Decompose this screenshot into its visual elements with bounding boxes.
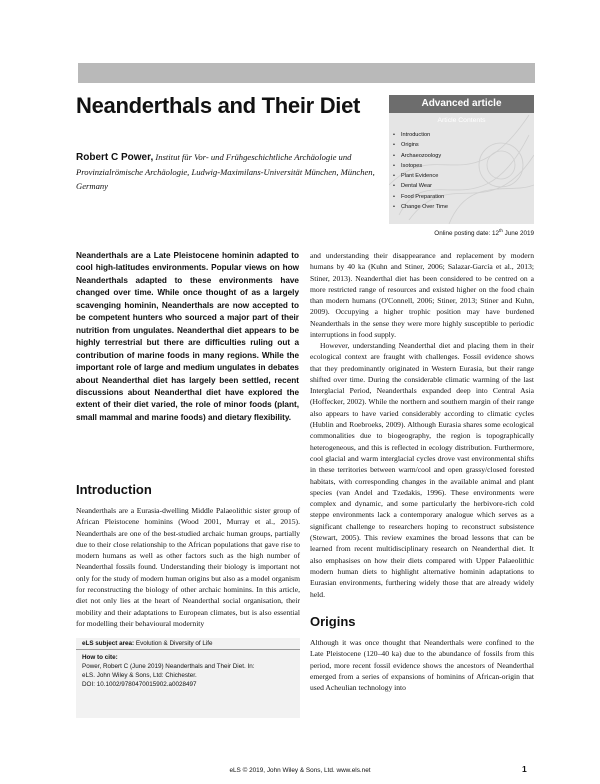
contents-item-origins[interactable]: • Origins (393, 142, 419, 149)
citation-divider (76, 649, 300, 650)
citation-line-1: Power, Robert C (June 2019) Neanderthals and Their Diet. In: (82, 663, 255, 671)
contents-item-food-preparation[interactable]: • Food Preparation (393, 193, 445, 200)
section-heading-introduction: Introduction (76, 482, 152, 497)
origins-paragraph-1: Although it was once thought that Neanderthals were confined to the Late Pleistocene (120–40 ka) due to the abundance of fossils from this period, more recent fossil evidence shows the ancestors of Neanderthal emerged from a series of expansions of hominins of African-origin that used Acheulian technology into (310, 638, 534, 693)
contents-item-introduction[interactable]: • Introduction (393, 132, 431, 138)
citation-box (76, 638, 300, 718)
intro-paragraph-1-continued: and understanding their disappearance and replacement by modern humans by 40 ka (Kuhn and Stiner, 2006; Salazar-García et al., 2013; Stiner, 2013). Neanderthal diet has been considered to be centred on a more restricted range of resources and existed higher on the food chain than modern humans (O'Connell, 2006; Stiner, 2013; Stiner and Kuhn, 2009). Occupying a higher trophic position may have burdened Neanderthals in the sense they were more highly susceptible to periodic interruptions in food supply. (310, 251, 534, 340)
article-title: Neanderthals and Their Diet (76, 93, 361, 118)
author-line (76, 150, 376, 193)
intro-paragraph-2: However, understanding Neanderthal diet and placing them in their ecological context are fraught with challenges. Fossil evidence shows that they predominantly originated in Western Eurasia, but their range shifted over time. During the considerable climatic warming of the last Interglacial Period, Neanderthals expanded deep into Central Asia (Hoffecker, 2002). While the northern and southern margin of their range also appears to have varied considerably according to climatic cycles (Hublin and Roebroeks, 2009). Although Eurasia shares some ecological commonalities due to biogeography, the region is topographically heterogeneous, and this is reflected in ecology distribution. Furthermore, cool glacial and warm interglacial cycles drove vast environmental shifts in these territories between warm/cool and open grassy/closed forested habitats, with corresponding changes in the available animal and plant species (van Andel and Tzedakis, 1996). These environments were complex and dynamic, and some particularly the herbivore-rich cold steppe environments lack a contemporary analogue which serves as a significant challenge to researchers hoping to reconstruct subsistence (Stewart, 2005). This review examines the broad lessons that can be learned from recent multidisciplinary research on Neanderthal diet. It also emphasises on how their diets compared with Upper Palaeolithic modern human diets to highlight alternative hominin adaptations to Eurasian environments, furthering widely those that are already widely held. (310, 341, 534, 599)
section-heading-origins: Origins (310, 614, 356, 629)
contents-item-change-over-time[interactable]: • Change Over Time (393, 204, 448, 211)
advanced-article-label: Advanced article (389, 95, 534, 113)
contents-item-isotopes[interactable]: • Isotopes (393, 162, 423, 169)
how-to-cite-label: How to cite: (82, 654, 118, 661)
author-name: Robert C Power, (76, 152, 154, 163)
subject-area-label: eLS subject area: (82, 640, 135, 647)
citation-doi[interactable]: DOI: 10.1002/9780470015902.a0028497 (82, 681, 197, 689)
citation-line-2: eLS. John Wiley & Sons, Ltd: Chichester. (82, 672, 197, 680)
author-affiliation: Institut für Vor- und Frühgeschichtliche Archäologie und Provinzialrömische Archäologie, Ludwig-Maximilans-Universität München, München, Germany (76, 152, 375, 191)
online-posting-date: Online posting date: 12th June 2019 (434, 228, 534, 238)
intro-paragraph-1: Neanderthals are a Eurasia-dwelling Middle Palaeolithic sister group of African Pleistocene hominins (Wood 2001, Murray et al., 2015). Neanderthals are one of the best-studied archaic human groups, partially due to their close relationship to the African populations that gave rise to modern humans as well as other factors such as the high number of Neanderthal fossils found. Understanding their biology is important not only for the study of modern human origins but also as a model organism for reconstructing the biology of other archaic hominins. In this article, diet not only lies at the heart of Neanderthal social organisation, their mobility and their adaptations to European climates, but is also essential for modelling their behavioural modernity (76, 506, 300, 628)
abstract: Neanderthals are a Late Pleistocene hominin adapted to cool high-latitudes environments. Popular views on how Neanderthals adapted to these environments have changed over time. While once thought of as a largely scavenging hominin, Neanderthals are now accepted to be competent hunters who sourced a major part of their nutrition from ungulates. Neanderthal diet appears to be highly terrestrial but there are difficulties ruling out a contribution of marine foods in many regions. While the important role of large and medium ungulates in debates about Neanderthal diet has largely been settled, recent discussions about Neanderthal diet have explored the extent of their diet varied, the role of minor foods (plant, small mammal and marine foods) and dietary flexibility. (76, 251, 299, 422)
subject-area-value: Evolution & Diversity of Life (135, 640, 213, 647)
contents-item-plant-evidence[interactable]: • Plant Evidence (393, 173, 439, 180)
contents-item-archaeozoology[interactable]: • Archaeozoology (393, 152, 442, 159)
contents-item-dental-wear[interactable]: • Dental Wear (393, 183, 432, 190)
header-bar (78, 63, 535, 83)
footer-copyright: eLS © 2019, John Wiley & Sons, Ltd. www.els.net (229, 767, 371, 774)
article-contents-box (389, 95, 534, 224)
contents-list (393, 130, 448, 212)
page-number: 1 (522, 764, 527, 774)
article-contents-heading: Article Contents (437, 117, 486, 124)
